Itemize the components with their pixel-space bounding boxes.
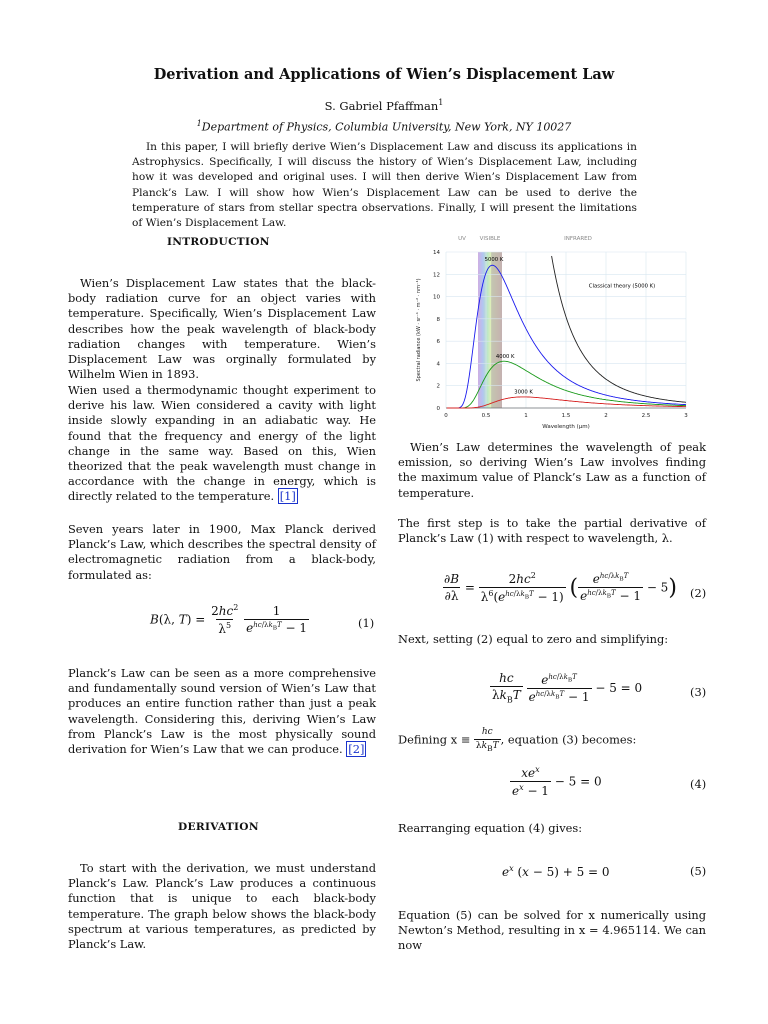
define-x-text-end: , equation (3) becomes: (500, 732, 637, 747)
equation-1-number: (1) (358, 616, 375, 630)
intro-paragraph-1: Wien’s Displacement Law states that the black-body radiation curve for an object varies with temperature. Specifically, Wien’s Displacement Law describes how the peak wavelength of black-body radiation changes with temperature. Wien’s Displacement Law was orginally formulated by Wilhelm Wien in 1893. (68, 276, 376, 382)
citation-1-link[interactable]: [1] (279, 489, 296, 504)
equation-5: $e^x$ (x − 5) + 5 = 0 (502, 864, 610, 879)
y-tick-label: 4 (436, 361, 440, 368)
equation-4-number: (4) (690, 777, 707, 791)
x-axis-label: Wavelength (μm) (542, 424, 590, 430)
intro-paragraph-2 (68, 383, 376, 505)
equation-5-number: (5) (690, 864, 707, 878)
y-tick-label: 12 (433, 272, 440, 279)
derivation-paragraph-1: To start with the derivation, we must understand Planck’s Law. Planck’s Law produces a continuous function that is unique to each black-body temperature. The graph below shows the black-body spectrum at various temperatures, as predicted by Planck’s Law. (68, 861, 376, 952)
series-label: 5000 K (484, 256, 504, 263)
paper-title: Derivation and Applications of Wien’s Displacement Law (153, 66, 615, 83)
x-tick-label: 0 (444, 413, 448, 419)
series-label: Classical theory (5000 K) (588, 283, 656, 290)
citation-2-link[interactable]: [2] (348, 742, 365, 757)
x-tick-label: 3 (684, 413, 688, 419)
visible-band-shade (491, 252, 502, 408)
abstract: In this paper, I will briefly derive Wien’s Displacement Law and discuss its applications in Astrophysics. Specifically, I will discuss the history of Wien’s Displacement Law, including how it was developed and original uses. I will then derive Wien’s Displacement Law from Planck’s Law. I will show how Wien’s Displacement Law can be used to derive the temperature of stars from stellar spectra observations. Finally, I will present the limitations of Wien’s Displacement Law. (132, 141, 637, 230)
equation-3-number: (3) (690, 685, 707, 699)
derivation-heading: DERIVATION (178, 821, 259, 833)
x-tick-label: 2 (604, 413, 608, 419)
x-tick-label: 1 (524, 413, 528, 419)
y-tick-label: 14 (433, 250, 440, 256)
author-name: S. Gabriel Pfaffman (324, 98, 439, 113)
y-tick-label: 6 (436, 339, 440, 346)
x-tick-label: 0.5 (481, 413, 491, 419)
right-paragraph-4 (398, 728, 706, 753)
equation-3: $\frac{hc}{\lambda k_BT}$ $\frac{e^{hc/\lambda k_BT}}{e^{hc/\lambda k_BT} - 1}$ − 5 = 0 (492, 671, 643, 705)
equation-4: $\frac{xe^x}{e^x - 1}$ − 5 = 0 (512, 765, 602, 799)
equation-1: B(λ, T) = $\frac{2hc^2}{\lambda^5}$ $\frac{1}{e^{hc/\lambda k_BT} - 1}$ (150, 603, 308, 637)
equation-2-number: (2) (690, 586, 707, 600)
y-axis-label: Spectral radiance (kW · sr⁻¹ · m⁻² · nm⁻¹) (416, 278, 422, 382)
affiliation-line (0, 119, 768, 134)
series-label: 3000 K (514, 389, 533, 396)
author-line (0, 98, 768, 113)
band-label: UV (458, 236, 466, 242)
x-tick-label: 2.5 (641, 413, 651, 419)
intro-paragraph-3: Seven years later in 1900, Max Planck derived Planck’s Law, which describes the spectral density of electromagnetic radiation from a black-body, formulated as: (68, 522, 376, 582)
right-paragraph-6: Equation (5) can be solved for x numerically using Newton’s Method, resulting in x = 4.965114. We can now (398, 908, 706, 953)
right-paragraph-1: Wien’s Law determines the wavelength of peak emission, so deriving Wien’s Law involves finding the maximum value of Planck’s Law as a function of temperature. (398, 440, 706, 500)
intro-paragraph-4-text: Planck’s Law can be seen as a more comprehensive and fundamentally sound version of Wien’s Law that produces an entire function rather than just a peak wavelength. Considering this, deriving Wien’s Law from Planck’s Law is the most physically sound derivation for Wien’s Law that we can produce. (68, 666, 376, 757)
equation-2: $\frac{\partial B}{\partial\lambda}$ = $\frac{2hc^2}{\lambda^6(e^{hc/\lambda k_BT} - 1)}$ ( $\frac{e^{hc/\lambda k_BT}}{e^{hc/\lambda k_BT} - 1}$ − 5) (444, 571, 677, 605)
y-tick-label: 10 (433, 294, 440, 301)
y-tick-label: 2 (436, 383, 440, 390)
right-paragraph-3: Next, setting (2) equal to zero and simplifying: (398, 632, 669, 646)
affiliation: Department of Physics, Columbia University, New York, NY 10027 (201, 120, 572, 134)
define-x-text: Defining x ≡ (398, 732, 471, 747)
intro-paragraph-4 (68, 666, 376, 757)
x-definition-fraction: $\frac{hc}{\lambda k_BT}$ (475, 727, 499, 753)
affiliation-superscript: 1 (196, 119, 202, 128)
intro-paragraph-2-text: Wien used a thermodynamic thought experiment to derive his law. Wien considered a cavity with light inside slowly expanding in an adiabatic way. He found that the frequency and energy of the light change in the same way. Based on this, Wien theorized that the peak wavelength must change in accordance with the change in energy, which is directly related to the temperature. (68, 383, 376, 504)
introduction-heading: INTRODUCTION (167, 236, 270, 248)
series-label: 4000 K (495, 353, 515, 360)
author-superscript: 1 (438, 98, 444, 107)
band-label: VISIBLE (479, 236, 501, 242)
right-paragraph-5: Rearranging equation (4) gives: (398, 821, 583, 835)
blackbody-chart (408, 232, 698, 440)
x-tick-label: 1.5 (561, 413, 571, 419)
y-tick-label: 8 (436, 316, 440, 323)
y-tick-label: 0 (436, 406, 440, 412)
right-paragraph-2: The first step is to take the partial derivative of Planck’s Law (1) with respect to wavelength, λ. (398, 516, 706, 546)
band-label: INFRARED (564, 236, 592, 242)
series-line (552, 256, 686, 402)
